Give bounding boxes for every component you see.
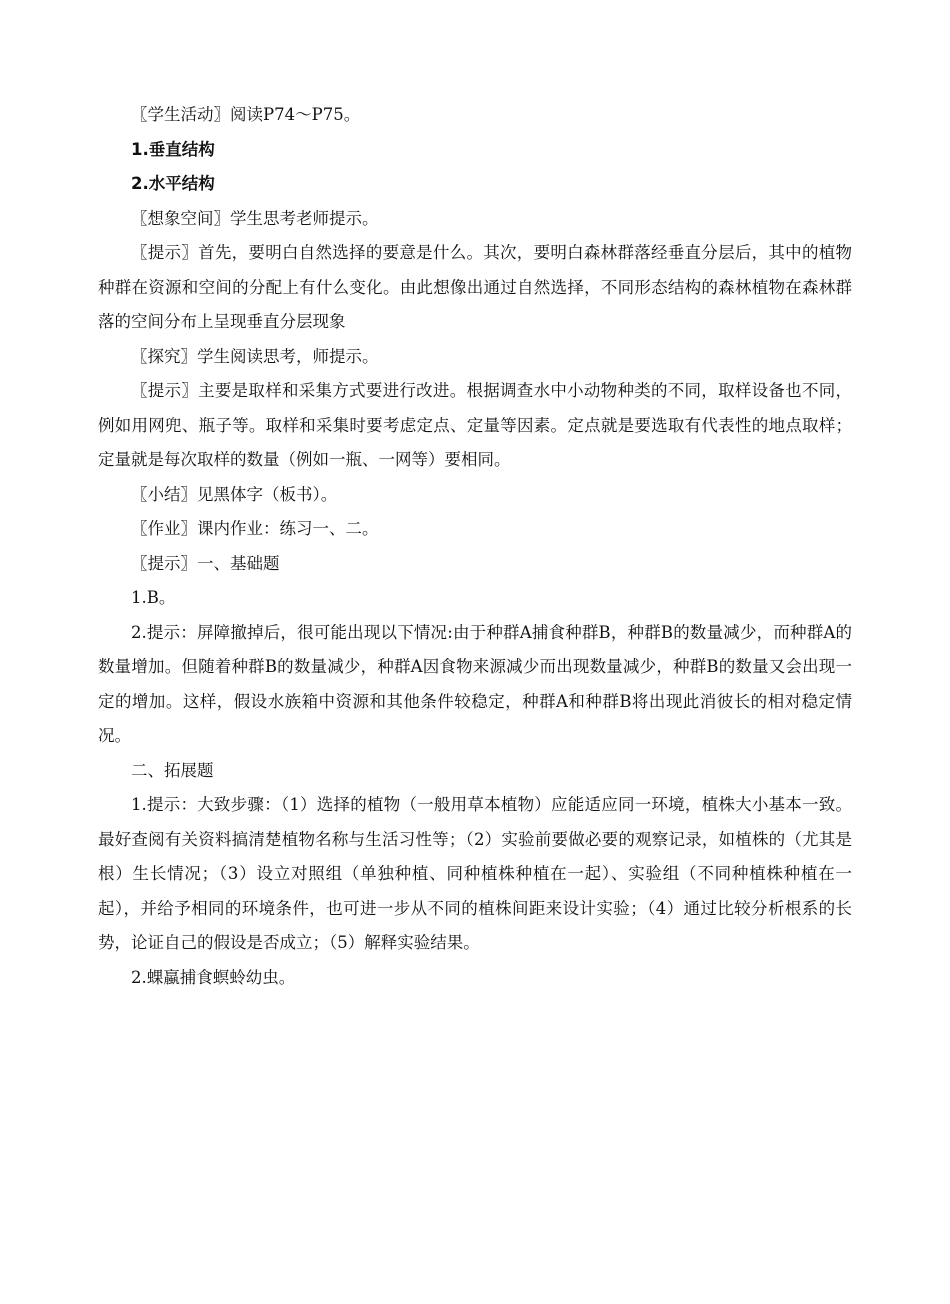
extension-answer-2: 2.蜾蠃捕食螟蛉幼虫。: [131, 967, 296, 987]
inquiry-paragraph: 〖探究〗学生阅读思考，师提示。: [131, 346, 379, 366]
answer-1: 1.B。: [131, 588, 176, 607]
summary-paragraph: 〖小结〗见黑体字（板书）。: [131, 484, 338, 504]
answer-2: 2.提示：屏障撤掉后，很可能出现以下情况:由于种群A捕食种群B，种群B的数量减少，而种群A的数量增加。但随着种群B的数量减少，种群A因食物来源减少而出现数量减少，种群B的数量又会出现一定的增加。这样，假设水族箱中资源和其他条件较稳定，种群A和种群B将出现此消彼长的相对稳定情况。: [98, 622, 852, 745]
extension-answer-1: 1.提示：大致步骤：（1）选择的植物（一般用草本植物）应能适应同一环境，植株大小基本一致。最好查阅有关资料搞清楚植物名称与生活习性等；（2）实验前要做必要的观察记录，如植株的（尤其是根）生长情况；（3）设立对照组（单独种植、同种植株种植在一起）、实验组（不同种植株种植在一起），并给予相同的环境条件，也可进一步从不同的植株间距来设计实验；（4）通过比较分析根系的长势，论证自己的假设是否成立；（5）解释实验结果。: [98, 795, 852, 952]
hint-paragraph-1: 〖提示〗首先，要明白自然选择的要意是什么。其次，要明白森林群落经垂直分层后，其中的植物种群在资源和空间的分配上有什么变化。由此想像出通过自然选择，不同形态结构的森林植物在森林群落的空间分布上呈现垂直分层现象: [98, 243, 852, 331]
hint-basic-questions: 〖提示〗一、基础题: [131, 553, 280, 573]
document-body: [98, 98, 852, 995]
heading-horizontal-structure: 2.水平结构: [131, 174, 215, 193]
imagination-space-paragraph: 〖想象空间〗学生思考老师提示。: [131, 208, 379, 228]
hint-paragraph-2: 〖提示〗主要是取样和采集方式要进行改进。根据调查水中小动物种类的不同，取样设备也不同，例如用网兜、瓶子等。取样和采集时要考虑定点、定量等因素。定点就是要选取有代表性的地点取样；定量就是每次取样的数量（例如一瓶、一网等）要相同。: [98, 381, 852, 469]
homework-paragraph: 〖作业〗课内作业：练习一、二。: [131, 519, 379, 538]
extension-heading: 二、拓展题: [131, 760, 214, 780]
heading-vertical-structure: 1.垂直结构: [131, 139, 215, 159]
student-activity-paragraph: 〖学生活动〗阅读P74～P75。: [131, 105, 361, 124]
